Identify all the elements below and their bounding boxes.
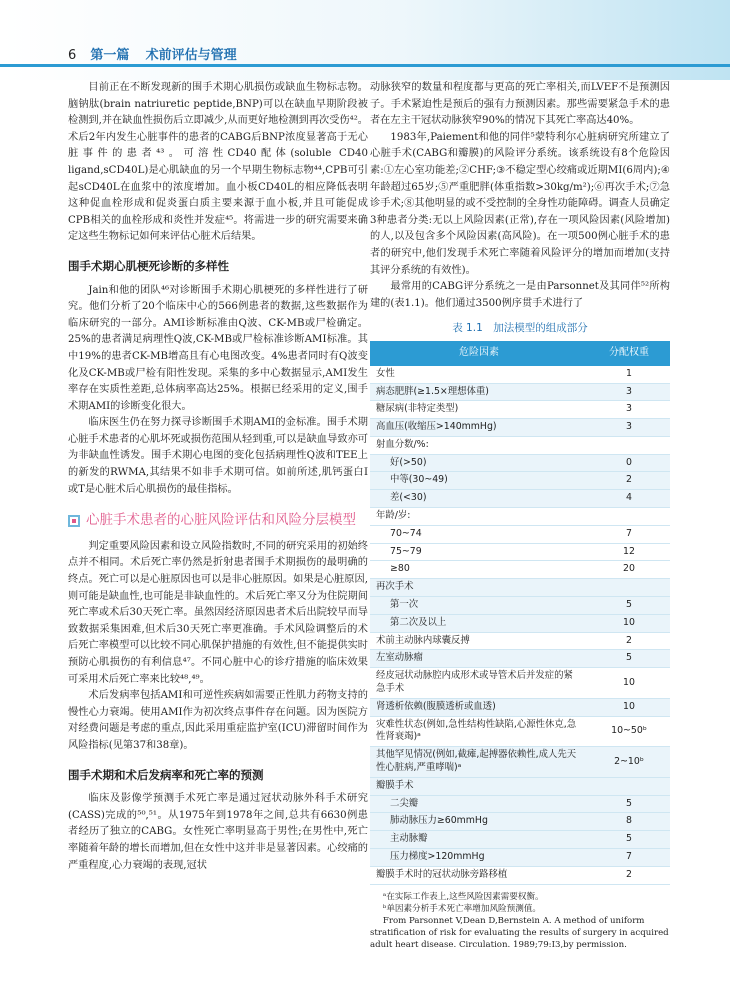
table-row — [370, 668, 670, 699]
table-row — [370, 795, 670, 813]
paragraph: 判定重要风险因素和设立风险指数时,不同的研究采用的初始终点并不相同。术后死亡率仍然是折射患者围手术期损伤的最明确的终点。死亡可以是心脏原因也可以是非心脏原因。如果是心脏原因,则可能是缺血性,也可能是非缺血性的。术后死亡率又分为住院期间死亡率或术后30天死亡率。虽然因经济原因患者术后出院较早而导致数据采集困难,但术后30天死亡率更准确。手术风险调整后的术后死亡率模型可以比较不同心肌保护措施的有效性,但不能提供实时预防心肌损伤的有利信息⁴⁷。不同心脏中心的诊疗措施的临床效果可采用术后死亡率来比较⁴⁸,⁴⁹。 — [68, 540, 368, 685]
risk-factor-cell — [370, 454, 588, 472]
table-row — [370, 543, 670, 561]
table-row — [370, 472, 670, 490]
risk-factor-cell — [370, 419, 588, 437]
risk-factor-text: 病态肥胖(≥1.5×理想体重) — [376, 385, 489, 397]
weight-cell: 5 — [588, 597, 670, 615]
paragraph: 1983年,Paiement和他的同伴⁵蒙特利尔心脏病研究所建立了心脏手术(CABG和瓣膜)的风险评分系统。该系统设有8个危险因素:①左心室功能差;②CHF;③不稳定型心绞痛或近期MI(6周内);④年龄超过65岁;⑤严重肥胖(体重指数>30kg/m²);⑥再次手术;⑦急诊手术;⑧其他明显的或不受控制的全身性功能障碍。调查人员确定3种患者分类:无以上风险因素(正常),存在一项风险因素(风险增加)的人,以及包含多个风险因素(高风险)。在一项500例心脏手术的患者的研究中,他们发现手术死亡率随着风险评分的增加而增加(支持其评分系统的有效性)。 — [370, 131, 670, 276]
risk-factor-text: 肾透析依赖(腹膜透析或血透) — [376, 700, 496, 712]
risk-factor-text: 术前主动脉内球囊反搏 — [376, 634, 470, 646]
table-row — [370, 866, 670, 884]
risk-factor-text: 高血压(收缩压>140mmHg) — [376, 421, 497, 433]
weight-cell: 10 — [588, 614, 670, 632]
risk-factor-cell — [370, 472, 588, 490]
page-header — [0, 0, 730, 80]
risk-factor-cell — [370, 632, 588, 650]
table-row — [370, 436, 670, 454]
right-column — [370, 80, 670, 951]
table-footnotes — [370, 891, 670, 951]
header-factor: 危险因素 — [370, 341, 588, 366]
risk-factor-cell — [370, 525, 588, 543]
table-row — [370, 777, 670, 795]
risk-factor-text: 压力梯度>120mmHg — [390, 851, 485, 863]
weight-cell: 5 — [588, 831, 670, 849]
risk-factor-text: ≥80 — [390, 563, 410, 575]
risk-factor-cell — [370, 831, 588, 849]
risk-factor-text: 射血分数/%: — [376, 438, 429, 450]
risk-factor-cell — [370, 490, 588, 508]
risk-factor-text: 二尖瓣 — [390, 797, 419, 809]
risk-factor-cell — [370, 716, 588, 747]
table-row — [370, 490, 670, 508]
risk-factor-cell — [370, 866, 588, 884]
table-row — [370, 849, 670, 867]
weight-cell: 1 — [588, 366, 670, 383]
risk-factor-cell — [370, 747, 588, 778]
chapter-title: 术前评估与管理 — [145, 48, 237, 63]
risk-factor-cell — [370, 668, 588, 699]
table-row — [370, 454, 670, 472]
header-rule — [0, 64, 730, 67]
risk-factor-text: 70~74 — [390, 527, 422, 539]
risk-factor-cell — [370, 698, 588, 716]
paragraph: 动脉狭窄的数量和程度都与更高的死亡率相关,而LVEF不是预测因子。手术紧迫性是预后的强有力预测因素。那些需要紧急手术的患者在左主干冠状动脉狭窄90%的情况下其死亡率高达40%。 — [370, 82, 670, 127]
risk-factor-text: 瓣膜手术时的冠状动脉旁路移植 — [376, 868, 508, 880]
table-row — [370, 614, 670, 632]
risk-factor-text: 第一次 — [390, 599, 419, 611]
paragraph: 临床及影像学预测手术死亡率是通过冠状动脉外科手术研究(CASS)完成的⁵⁰,⁵¹。从1975年到1978年之间,总共有6630例患者经历了独立的CABG。女性死亡率明显高于男性;在男性中,死亡率随着年龄的增长而增加,但在女性中这并非是显著因素。心绞痛的严重程度,心力衰竭的表现,冠状 — [68, 793, 368, 871]
paragraph: Jain和他的团队⁴⁶对诊断围手术期心肌梗死的多样性进行了研究。他们分析了20个临床中心的566例患者的数据,这些数据作为临床研究的一部分。AMI诊断标准由Q波、CK-MB或尸检确定。25%的患者满足病理性Q波,CK-MB或尸检标准诊断AMI标准。其中19%的患者CK-MB增高且有心电图改变。4%患者同时有Q波变化及CK-MB或尸检有阳性发现。采集的多中心数据显示,AMI发生率存在实质性差距,总体病率高达25%。根据已经采用的定义,围手术期AMI的诊断变化很大。 — [68, 284, 368, 412]
table-row — [370, 561, 670, 579]
risk-factor-cell — [370, 383, 588, 401]
weight-cell — [588, 579, 670, 597]
risk-factor-cell — [370, 366, 588, 383]
weight-cell: 2 — [588, 866, 670, 884]
weight-cell: 3 — [588, 383, 670, 401]
running-head — [68, 44, 237, 63]
risk-table — [370, 341, 670, 885]
table-row — [370, 401, 670, 419]
block-heading — [68, 512, 368, 529]
page-number: 6 — [68, 48, 77, 63]
risk-factor-text: 肺动脉压力≥60mmHg — [390, 815, 488, 827]
section-marker-icon — [68, 515, 80, 527]
risk-factor-text: 瓣膜手术 — [376, 779, 414, 791]
risk-factor-cell — [370, 777, 588, 795]
weight-cell: 3 — [588, 419, 670, 437]
weight-cell: 20 — [588, 561, 670, 579]
table-row — [370, 813, 670, 831]
section-heading: 围手术期和术后发病率和死亡率的预测 — [68, 767, 264, 782]
risk-factor-text: 主动脉瓣 — [390, 833, 428, 845]
risk-factor-cell — [370, 543, 588, 561]
weight-cell: 8 — [588, 813, 670, 831]
table-row — [370, 831, 670, 849]
weight-cell: 12 — [588, 543, 670, 561]
table-row — [370, 525, 670, 543]
weight-cell: 7 — [588, 849, 670, 867]
weight-cell: 2 — [588, 632, 670, 650]
weight-cell: 2 — [588, 472, 670, 490]
table-row — [370, 366, 670, 383]
weight-cell: 10 — [588, 668, 670, 699]
risk-factor-text: 其他罕见情况(例如,截瘫,起搏器依赖性,成人先天性心脏病,严重哮喘)ᵃ — [376, 749, 577, 774]
risk-factor-text: 糖尿病(非特定类型) — [376, 403, 459, 415]
risk-factor-text: 中等(30~49) — [390, 474, 448, 486]
table-row — [370, 650, 670, 668]
section-heading: 围手术期心肌梗死诊断的多样性 — [68, 258, 229, 273]
weight-cell — [588, 436, 670, 454]
paragraph: 临床医生仍在努力探寻诊断围手术期AMI的金标准。围手术期心脏手术患者的心肌坏死或损伤范围从轻到重,可以是缺血导致亦可为非缺血性诱发。围手术期心电图的变化包括病理性Q波和TEE上的新发的RWMA,其结果不如非手术期可信。如前所述,肌钙蛋白I或T是心脏术后心肌损伤的最佳指标。 — [68, 417, 368, 495]
footnote-b: ᵇ单因素分析手术死亡率增加风险预测值。 — [382, 903, 542, 914]
table-caption: 表 1.1 加法模型的组成部分 — [452, 322, 588, 335]
table-header-row — [370, 341, 670, 366]
table-row — [370, 383, 670, 401]
weight-cell: 5 — [588, 650, 670, 668]
risk-factor-cell — [370, 795, 588, 813]
footnote-a: ᵃ在实际工作表上,这些风险因素需要权衡。 — [382, 891, 544, 902]
table-row — [370, 508, 670, 526]
part-label: 第一篇 — [90, 48, 130, 63]
table-row — [370, 698, 670, 716]
table-row — [370, 597, 670, 615]
weight-cell — [588, 508, 670, 526]
table-row — [370, 419, 670, 437]
weight-cell: 0 — [588, 454, 670, 472]
risk-factor-text: 灾难性状态(例如,急性结构性缺陷,心源性休克,急性肾衰竭)ᵃ — [376, 718, 577, 743]
risk-factor-text: 好(>50) — [390, 456, 427, 468]
risk-factor-text: 经皮冠状动脉腔内成形术或导管术后并发症的紧急手术 — [376, 670, 573, 695]
table-row — [370, 747, 670, 778]
weight-cell: 7 — [588, 525, 670, 543]
table-row — [370, 716, 670, 747]
risk-factor-text: 第二次及以上 — [390, 616, 447, 628]
risk-factor-cell — [370, 561, 588, 579]
risk-factor-cell — [370, 597, 588, 615]
block-heading-text: 心脏手术患者的心脏风险评估和风险分层模型 — [86, 512, 356, 529]
table-source: From Parsonnet V,Dean D,Bernstein A. A method of uniform stratification of risk for evaluating the results of surgery in acquired adult heart disease. Circulation. 1989;79:I3,by permission. — [370, 915, 669, 950]
weight-cell — [588, 777, 670, 795]
risk-factor-text: 女性 — [376, 367, 395, 379]
risk-factor-text: 左室动脉瘤 — [376, 652, 423, 664]
risk-factor-cell — [370, 614, 588, 632]
risk-factor-cell — [370, 508, 588, 526]
table-row — [370, 579, 670, 597]
paragraph: 最常用的CABG评分系统之一是由Parsonnet及其同伴⁵²所构建的(表1.1)。他们通过3500例序贯手术进行了 — [370, 281, 670, 309]
risk-factor-text: 年龄/岁: — [376, 510, 411, 522]
risk-factor-text: 再次手术 — [376, 581, 414, 593]
risk-factor-cell — [370, 849, 588, 867]
left-column — [68, 80, 368, 874]
risk-factor-text: 75~79 — [390, 545, 422, 557]
weight-cell: 5 — [588, 795, 670, 813]
risk-factor-cell — [370, 813, 588, 831]
risk-factor-cell — [370, 579, 588, 597]
risk-factor-cell — [370, 650, 588, 668]
paragraph: 目前正在不断发现新的围手术期心肌损伤或缺血生物标志物。脑钠肽(brain natriuretic peptide,BNP)可以在缺血早期阶段被检测到,并在缺血性损伤后立即减少,从而更好地检测到再次受伤⁴²。术后2年内发生心脏事件的患者的CABG后BNP浓度显著高于无心脏事件的患者⁴³。可溶性CD40配体(soluble CD40 ligand,sCD40L)是心肌缺血的另一个早期生物标志物⁴⁴,CPB可引起sCD40L在血浆中的浓度增加。血小板CD40L的相应降低表明这种促血栓形成和促炎蛋白质主要来源于血小板,并且可能促成CPB相关的血栓形成和炎性并发症⁴⁵。将需进一步的研究需要来确定这些生物标记如何来评估心脏术后结果。 — [68, 82, 368, 243]
risk-factor-text: 差(<30) — [390, 492, 427, 504]
weight-cell: 3 — [588, 401, 670, 419]
weight-cell: 4 — [588, 490, 670, 508]
weight-cell: 10~50ᵇ — [588, 716, 670, 747]
weight-cell: 10 — [588, 698, 670, 716]
risk-factor-cell — [370, 401, 588, 419]
header-weight: 分配权重 — [588, 341, 670, 366]
weight-cell: 2~10ᵇ — [588, 747, 670, 778]
risk-factor-cell — [370, 436, 588, 454]
table-row — [370, 632, 670, 650]
paragraph: 术后发病率包括AMI和可逆性疾病如需要正性肌力药物支持的慢性心力衰竭。使用AMI作为初次终点事件存在问题。因为医院方对经费问题是考虑的重点,因此采用重症监护室(ICU)滞留时间作为风险指标(见第37和38章)。 — [68, 690, 368, 751]
